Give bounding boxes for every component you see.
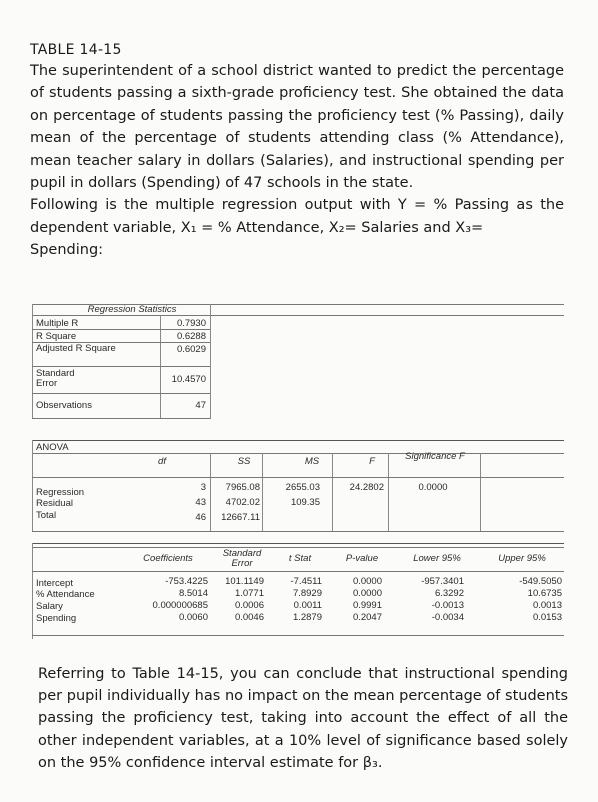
anova-ss: 4702.02 [225,497,260,508]
coef-lower-95: -0.0013 [431,600,464,611]
anova-header-significance: Significance F [405,451,465,462]
anova-df: 43 [195,497,206,508]
coef-lower-95: -957.3401 [421,576,464,587]
coef-standard-error: 1.0771 [234,588,264,599]
stat-value: 10.4570 [171,374,206,385]
anova-header-f: F [369,456,375,467]
coef-p-value: 0.0000 [352,588,382,599]
anova-ms: 109.35 [290,497,320,508]
coef-header-t-stat: t Stat [288,553,312,564]
coef-row-label: % Attendance [36,589,95,600]
anova-row-label: Regression [36,487,85,498]
coef-value: 0.0060 [178,612,208,623]
anova-f: 24.2802 [349,482,384,493]
stat-value: 0.6029 [176,344,206,355]
stat-label: Observations [36,400,92,411]
anova-row-label: Total [36,510,57,521]
coef-standard-error: 101.1149 [225,576,264,587]
coef-value: -753.4225 [165,576,208,587]
regression-statistics-header: Regression Statistics [87,304,177,315]
anova-header-ss: SS [237,456,251,467]
coef-p-value: 0.0000 [352,576,382,587]
anova-header-df: df [158,456,166,467]
regression-statistics-table [32,304,564,424]
anova-ss: 12667.11 [221,512,260,523]
coef-upper-95: -549.5050 [519,576,562,587]
coef-p-value: 0.9991 [352,600,382,611]
coef-p-value: 0.2047 [352,612,382,623]
coef-header-p-value: P-value [345,553,379,564]
table-title: TABLE 14-15 [30,42,122,58]
coef-header-coefficients: Coefficients [143,553,193,564]
coef-lower-95: 6.3292 [434,588,464,599]
coef-value: 8.5014 [178,588,208,599]
coef-upper-95: 10.6735 [527,588,562,599]
coef-header-upper-95: Upper 95% [498,553,546,564]
anova-df: 3 [200,482,206,493]
intro-paragraph-2: Following is the multiple regression output with Y = % Passing as the dependent variable, X₁ = % Attendance, X₂= Salaries and X₃= [30,197,564,236]
stat-label: Adjusted R Square [36,343,116,354]
question-text: Referring to Table 14-15, you can conclude that instructional spending per pupil individually has no impact on the mean percentage of students passing the proficiency test, taking into account the effect of all the other independent variables, at a 10% level of significance based solely on the 95% confidence interval estimate for β₃. [38,666,568,771]
coef-t-stat: -7.4511 [290,576,322,587]
anova-table [32,440,564,540]
coefficients-table [32,543,564,643]
coef-header-standard-error: Standard Error [222,548,262,569]
problem-intro [30,60,564,262]
stat-label: R Square [36,331,77,342]
coef-t-stat: 1.2879 [292,612,322,623]
stat-value: 47 [195,400,206,411]
stat-value: 0.7930 [176,318,206,329]
stat-label: Multiple R [36,318,79,329]
coef-t-stat: 0.0011 [293,600,322,611]
anova-df: 46 [195,512,206,523]
coef-lower-95: -0.0034 [431,612,464,623]
coef-row-label: Salary [36,601,63,612]
coef-upper-95: 0.0153 [532,612,562,623]
coef-header-lower-95: Lower 95% [413,553,461,564]
anova-ms: 2655.03 [285,482,320,493]
coef-row-label: Intercept [36,578,73,589]
anova-label: ANOVA [36,442,69,453]
coef-row-label: Spending [36,613,77,624]
anova-significance: 0.0000 [418,482,448,493]
anova-ss: 7965.08 [225,482,260,493]
stat-label: Standard Error [36,368,75,389]
stat-value: 0.6288 [176,331,206,342]
intro-paragraph-1: The superintendent of a school district wanted to predict the percentage of students passing a sixth-grade proficiency test. She obtained the data on percentage of students passing the proficiency test (% Passing), daily mean of the percentage of students attending class (% Attendance), mean teacher salary in dollars (Salaries), and instructional spending per pupil in dollars (Spending) of 47 schools in the state. [30,63,564,192]
intro-paragraph-2-end: Spending: [30,242,104,259]
coef-t-stat: 7.8929 [292,588,322,599]
coef-standard-error: 0.0006 [234,600,264,611]
coef-value: 0.000000685 [152,600,208,611]
anova-header-ms: MS [304,456,320,467]
coef-standard-error: 0.0046 [234,612,264,623]
anova-row-label: Residual [36,498,73,509]
coef-upper-95: 0.0013 [532,600,562,611]
